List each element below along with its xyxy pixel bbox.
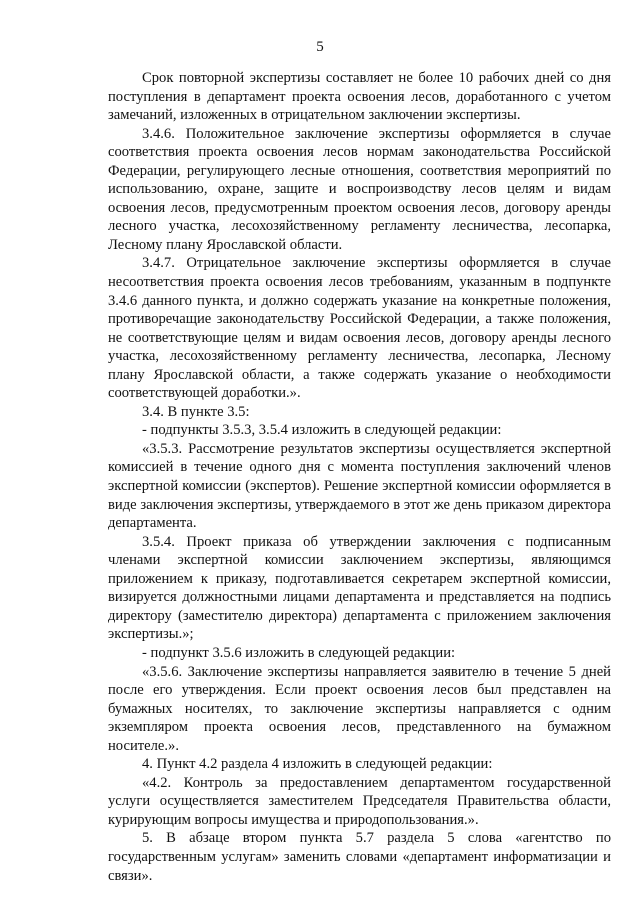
paragraph-3-4-6: 3.4.6. Положительное заключение экспертизы оформляется в случае соответствия проекта освоения лесов нормам законодательства Российской Федерации, регулирующего лесные отношения, соответствия мероприятий по использованию, охране, защите и воспроизводству лесов целям и видам освоения лесов, предусмотренным проектом освоения лесов, договору аренды лесного участка, лесохозяйственному регламенту лесничества, лесопарка, Лесному плану Ярославской области.: [108, 125, 611, 253]
paragraph-4-2: «4.2. Контроль за предоставлением департаментом государственной услуги осуществляется заместителем Председателя Правительства области, курирующим вопросы имущества и природопользования.».: [108, 774, 611, 828]
paragraph-subpoint-3-5-6: - подпункт 3.5.6 изложить в следующей редакции:: [142, 644, 456, 661]
paragraph-item-5: 5. В абзаце втором пункта 5.7 раздела 5 слова «агентство по государственным услугам» заменить словами «департамент информатизации и связи».: [108, 830, 611, 884]
paragraph-subpoints-3-5-3-3-5-4: - подпункты 3.5.3, 3.5.4 изложить в следующей редакции:: [142, 422, 502, 439]
paragraph-repeat-examination-term: Срок повторной экспертизы составляет не более 10 рабочих дней со дня поступления в департамент проекта освоения лесов, доработанного с учетом замечаний, изложенных в отрицательном заключении экспертизы.: [108, 70, 611, 124]
page-number: 5: [316, 39, 324, 55]
document-body: [108, 69, 611, 885]
paragraph-3-4-7: 3.4.7. Отрицательное заключение экспертизы оформляется в случае несоответствия проекта освоения лесов требованиям, указанным в подпункте 3.4.6 данного пункта, и должно содержать указание на конкретные положения, противоречащие законодательству Российской Федерации, а также положения, не соответствующие целям и видам освоения лесов, договору аренды лесного участка, лесохозяйственному регламенту лесничества, лесопарка, Лесному плану Ярославской области, а также содержать указание о необходимости соответствующей доработки.».: [108, 255, 611, 402]
paragraph-3-5-3: «3.5.3. Рассмотрение результатов экспертизы осуществляется экспертной комиссией в течение одного дня с момента поступления заключений членов экспертной комиссии (экспертов). Решение экспертной комиссии оформляется в виде заключения экспертизы, утверждаемого в этот же день приказом директора департамента.: [108, 440, 611, 532]
paragraph-3-4-heading: 3.4. В пункте 3.5:: [142, 403, 250, 420]
paragraph-item-4: 4. Пункт 4.2 раздела 4 изложить в следующей редакции:: [142, 756, 493, 773]
paragraph-3-5-4: 3.5.4. Проект приказа об утверждении заключения с подписанным членами экспертной комиссии заключением экспертизы, являющимся приложением к приказу, подготавливается секретарем экспертной комиссии, визируется должностными лицами департамента и представляется на подпись директору (заместителю директора) департамента с приложением заключения экспертизы.»;: [108, 533, 611, 643]
paragraph-3-5-6: «3.5.6. Заключение экспертизы направляется заявителю в течение 5 дней после его утверждения. Если проект освоения лесов был представлен на бумажных носителях, то заключение экспертизы направляется с одним экземпляром проекта освоения лесов, представленного на бумажном носителе.».: [108, 663, 611, 754]
